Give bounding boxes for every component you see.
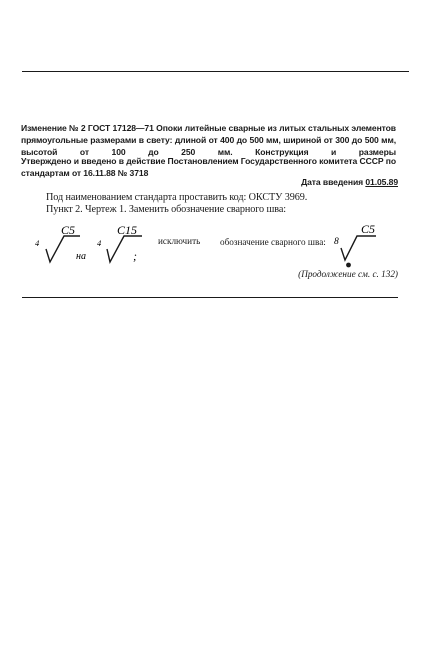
weld-mark-old-1 — [46, 236, 80, 262]
continuation-note: (Продолжение см. с. 132) — [298, 269, 398, 279]
weld-code-old-1: С5 — [61, 223, 76, 237]
weld-leg-new: 8 — [334, 237, 339, 247]
approval-text: Утверждено и введено в действие Постановлением Государственного комитета СССР по стандартам от 16.11.88 № 3718 — [21, 156, 396, 178]
top-rule — [22, 71, 409, 72]
date-value: 01.05.89 — [365, 177, 398, 187]
weld-symbol-new — [335, 220, 395, 270]
weld-mark-new — [341, 236, 376, 260]
weld-leg-old-2: 4 — [97, 238, 102, 248]
weld-suffix: ; — [133, 249, 137, 263]
connector-word: на — [76, 251, 86, 262]
weld-code-old-2: С15 — [117, 223, 138, 237]
okstu-instruction: Под наименованием стандарта проставить код: ОКСТУ 3969. — [46, 192, 308, 203]
weld-dot — [346, 263, 351, 268]
bottom-rule — [22, 297, 398, 298]
date-label: Дата введения — [301, 177, 364, 187]
clause-instruction: Пункт 2. Чертеж 1. Заменить обозначение сварного шва: — [46, 204, 286, 215]
weld-leg-old-1: 4 — [35, 238, 40, 248]
amendment-title: Изменение № 2 ГОСТ 17128—71 Опоки литейные сварные из литых стальных элементов прямоугольные размерами в свету: длиной от 400 до 500 мм, шириной от 300 до 500 мм, высотой от 100 до 250 мм. Конструкция и размеры — [21, 123, 396, 157]
weld-symbol-old-2 — [96, 220, 166, 266]
exclude-word: исключить — [158, 236, 201, 246]
effective-date — [301, 176, 398, 188]
new-weld-label: обозначение сварного шва: — [220, 237, 326, 247]
weld-code-new: С5 — [361, 222, 376, 236]
